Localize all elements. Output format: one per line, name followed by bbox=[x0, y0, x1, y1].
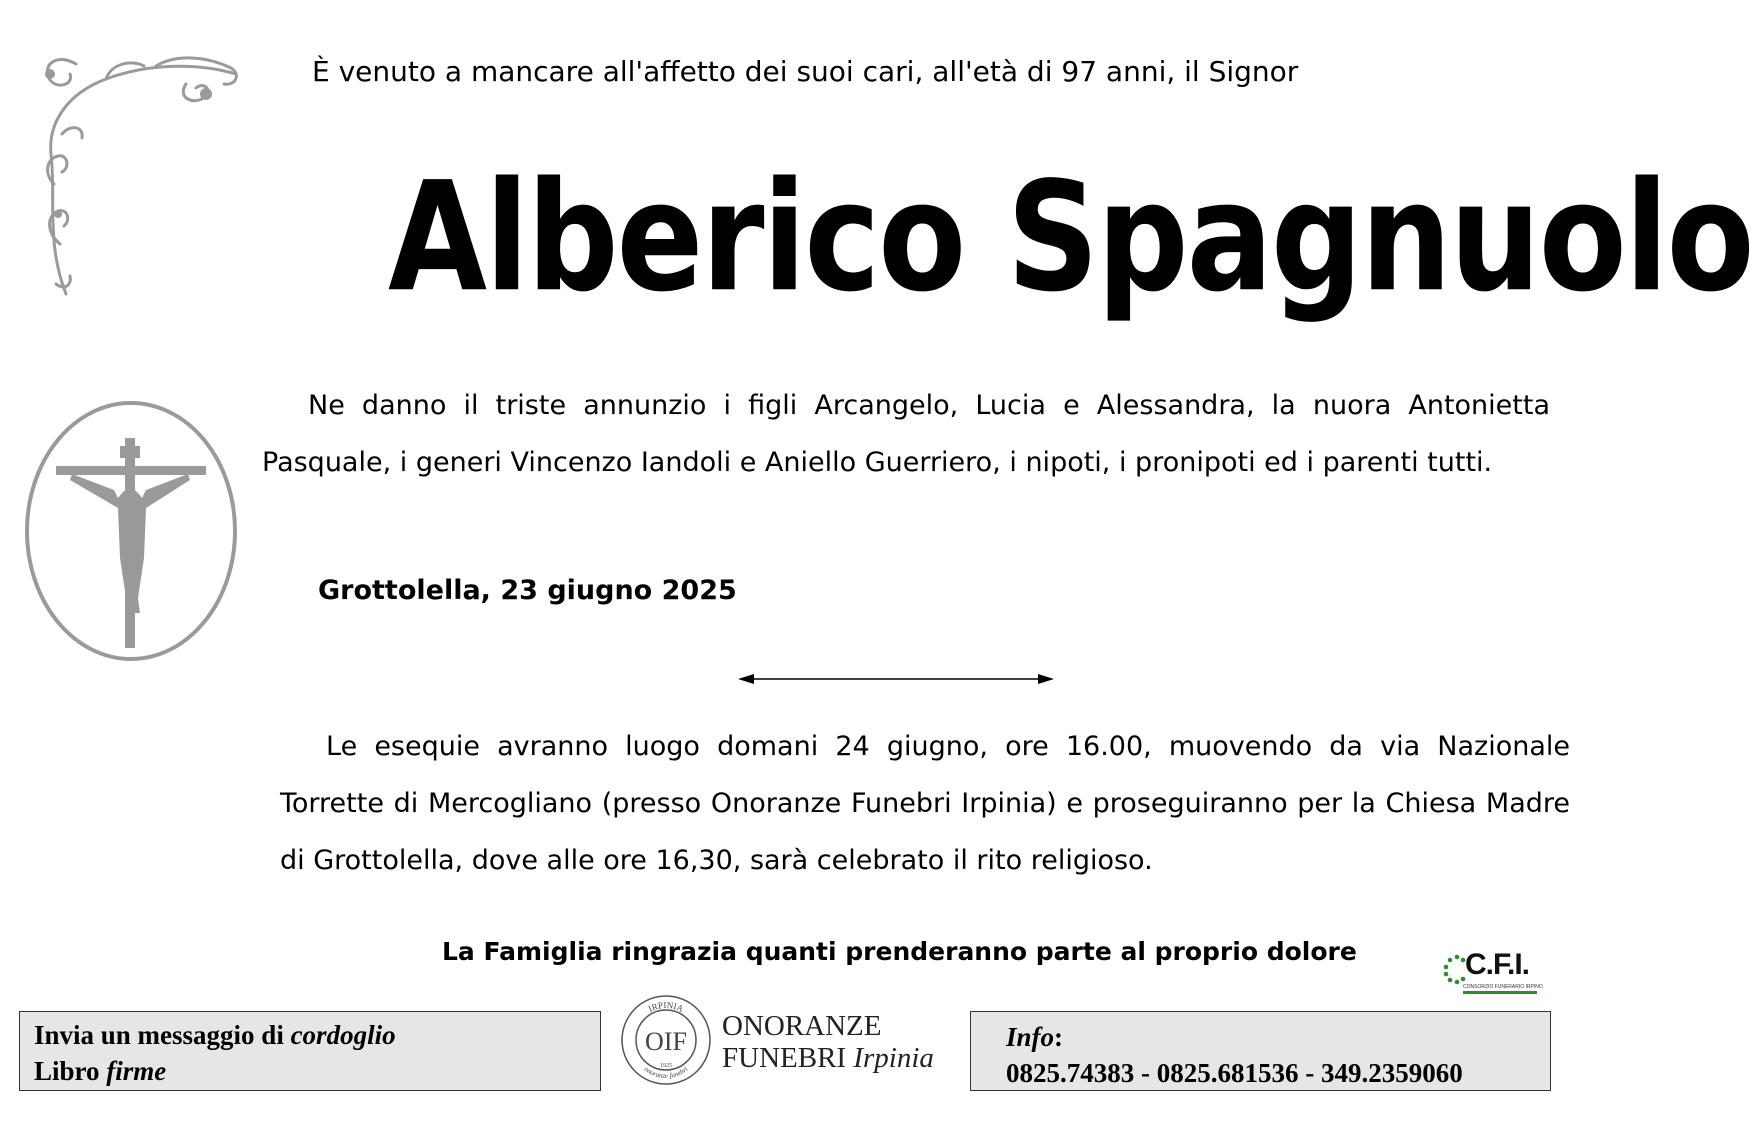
agency-name: ONORANZE FUNEBRI Irpinia bbox=[722, 1010, 934, 1074]
cfi-text: C.F.I. bbox=[1465, 948, 1530, 981]
cfi-accent-bar bbox=[1463, 991, 1537, 994]
condolence-link[interactable]: Invia un messaggio di cordoglio bbox=[34, 1020, 396, 1050]
deceased-name: Alberico Spagnuolo bbox=[388, 150, 1753, 326]
svg-text:1925: 1925 bbox=[660, 1063, 672, 1069]
thanks-line: La Famiglia ringrazia quanti prenderanno parte al proprio dolore bbox=[442, 937, 1357, 966]
place-date: Grottolella, 23 giugno 2025 bbox=[318, 575, 737, 606]
announcement-paragraph: Ne danno il triste annunzio i figli Arcangelo, Lucia e Alessandra, la nuora Antonietta Pasquale, i generi Vincenzo Iandoli e Aniello Guerriero, i nipoti, i pronipoti ed i parenti tutti. bbox=[262, 390, 1550, 478]
svg-text:OIF: OIF bbox=[645, 1027, 687, 1056]
agency-seal-icon bbox=[618, 992, 714, 1088]
funeral-paragraph: Le esequie avranno luogo domani 24 giugno, ore 16.00, muovendo da via Nazionale Torrette di Mercogliano (presso Onoranze Funebri Irpinia) e proseguiranno per la Chiesa Madre di Grottolella, dove alle ore 16,30, sarà celebrato il rito religioso. bbox=[280, 731, 1570, 876]
info-box: Info: 0825.74383 - 0825.681536 - 349.2359060 bbox=[970, 1011, 1551, 1091]
guestbook-link[interactable]: Libro firme bbox=[34, 1056, 167, 1086]
divider-arrow bbox=[736, 670, 1056, 688]
cfi-logo bbox=[1443, 948, 1543, 996]
condolence-box[interactable] bbox=[19, 1011, 601, 1091]
cfi-subtitle: CONSORZIO FUNERARIO IRPINO bbox=[1463, 984, 1543, 990]
intro-text: È venuto a mancare all'affetto dei suoi cari, all'età di 97 anni, il Signor bbox=[312, 55, 1299, 88]
corner-ornament-icon bbox=[36, 44, 246, 300]
svg-text:onoranze funebri: onoranze funebri bbox=[642, 1065, 690, 1081]
phone-numbers[interactable]: 0825.74383 - 0825.681536 - 349.2359060 bbox=[1006, 1058, 1463, 1088]
info-label: Info bbox=[1006, 1022, 1055, 1052]
crucifix-icon bbox=[22, 398, 240, 664]
svg-text:IRPINIA: IRPINIA bbox=[646, 999, 686, 1014]
cfi-dots-icon bbox=[1443, 954, 1467, 984]
